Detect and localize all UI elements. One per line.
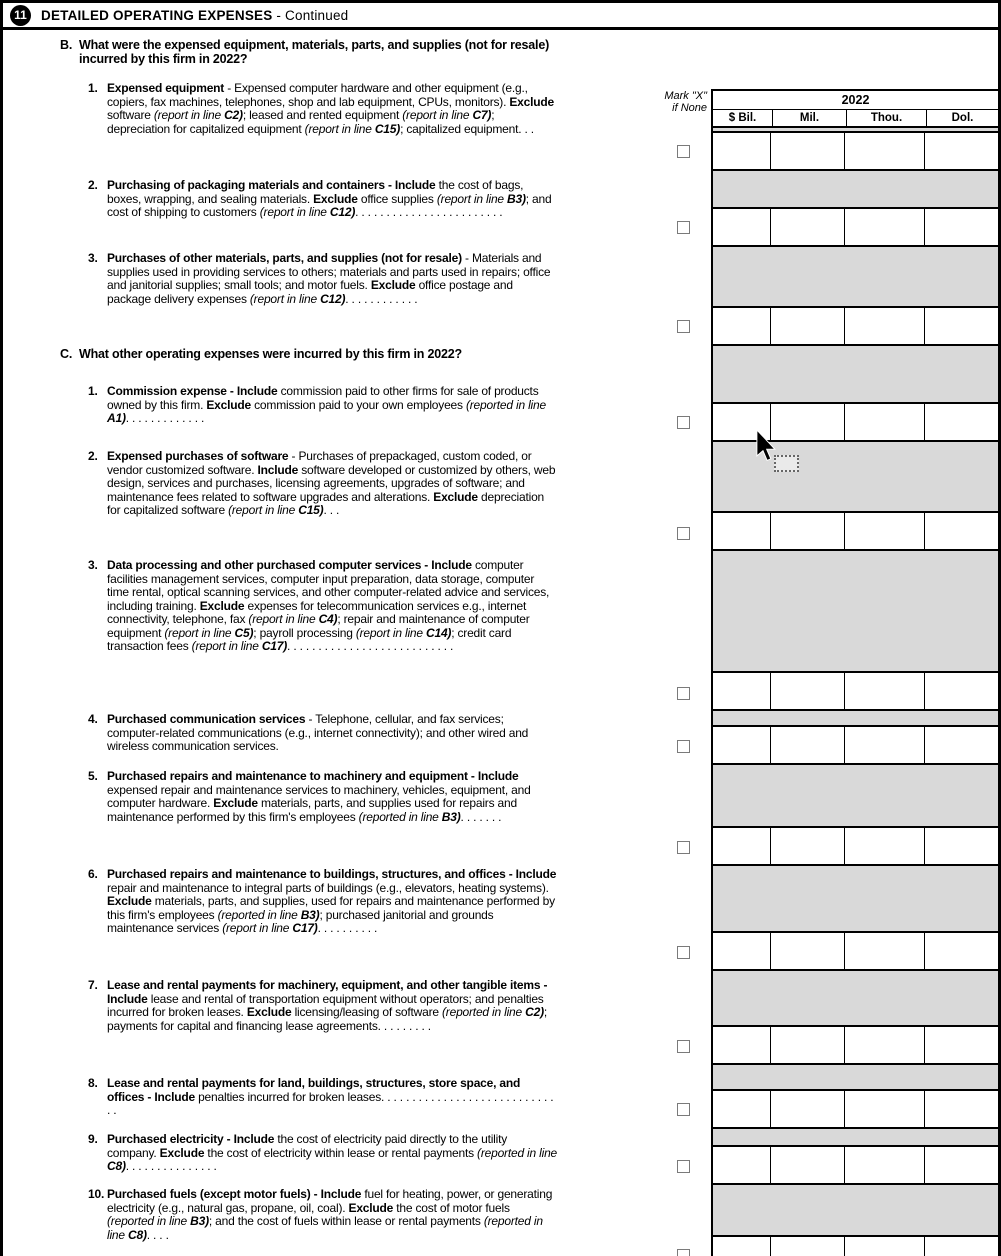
value-cell-bil[interactable] (713, 1091, 771, 1127)
value-cell-bil[interactable] (713, 308, 771, 344)
item-b3-text: Purchases of other materials, parts, and supplies (not for resale) - Materials and supplies used in providing services to others; materials and parts used in repairs; office and janitorial supplies; small tools; and motor fuels. Exclude office postage and package delivery expenses (report in line C12). . . . . . . . . . . . (107, 251, 551, 306)
value-cell-thou[interactable] (845, 828, 925, 864)
value-cell-dol[interactable] (925, 404, 999, 440)
item-c8 (88, 1077, 559, 1118)
item-c9-text: Purchased electricity - Include the cost of electricity paid directly to the utility company. Exclude the cost of electricity within lease or rental payments (reported in line C8). . . . . . . . . . . . . . . (107, 1132, 558, 1173)
page-title-main: DETAILED OPERATING EXPENSES (41, 7, 273, 23)
item-c8-number: 8. (88, 1076, 98, 1090)
none-checkbox-b3[interactable] (677, 320, 690, 333)
item-c1-text: Commission expense - Include commission paid to other firms for sale of products owned by this firm. Exclude commission paid to your own employees (reported in line A1). . . . . . . . . . . . . (107, 384, 546, 425)
value-cell-mil[interactable] (771, 1091, 845, 1127)
item-c3-text: Data processing and other purchased computer services - Include computer facilities management services, computer input preparation, data storage, computer time rental, optical scanning services, and other computer-related advice and services, including training. Exclude expenses for telecommunication services e.g., internet connectivity, telephone, fax (report in line C4); repair and maintenance of computer equipment (report in line C5); payroll processing (report in line C14); credit card transaction fees (report in line C17). . . . . . . . . . . . . . . . . . . . . . . . . . . (107, 558, 550, 653)
none-checkbox-c1[interactable] (677, 416, 690, 429)
value-cell-mil[interactable] (771, 1027, 845, 1063)
item-c3-number: 3. (88, 558, 98, 572)
value-cell-bil[interactable] (713, 673, 771, 709)
item-c1 (88, 385, 559, 426)
value-cell-mil[interactable] (771, 727, 845, 763)
value-cell-dol[interactable] (925, 513, 999, 549)
value-box-c3[interactable] (711, 671, 1001, 711)
none-checkbox-c9[interactable] (677, 1160, 690, 1173)
item-c6-text: Purchased repairs and maintenance to buildings, structures, and offices - Include repair and maintenance to integral parts of buildings (e.g., elevators, heating systems). Exclude materials, parts, and supplies, used for repairs and maintenance performed by this firm's employees (reported in line B3); purchased janitorial and grounds maintenance services (report in line C17). . . . . . . . . . (107, 867, 557, 935)
value-box-c1[interactable] (711, 402, 1001, 442)
item-c7 (88, 979, 559, 1033)
value-cell-mil[interactable] (771, 404, 845, 440)
mark-x-if-none-label (629, 91, 707, 114)
none-checkbox-c8[interactable] (677, 1103, 690, 1116)
section-b-heading (60, 39, 585, 66)
value-box-c5[interactable] (711, 826, 1001, 866)
value-box-c4[interactable] (711, 725, 1001, 765)
column-header-mil: Mil. (773, 110, 847, 126)
item-b2 (88, 179, 559, 220)
value-cell-bil[interactable] (713, 1147, 771, 1183)
value-cell-dol[interactable] (925, 133, 999, 169)
section-header-bar (3, 3, 998, 30)
value-cell-dol[interactable] (925, 1091, 999, 1127)
section-b-letter: B. (60, 38, 73, 52)
page-title-continued: - Continued (272, 7, 349, 23)
value-cell-thou[interactable] (845, 404, 925, 440)
value-cell-bil[interactable] (713, 933, 771, 969)
column-header-bil: $ Bil. (713, 110, 773, 126)
value-box-c9[interactable] (711, 1145, 1001, 1185)
value-cell-bil[interactable] (713, 1027, 771, 1063)
value-box-c2[interactable] (711, 511, 1001, 551)
item-c5-text: Purchased repairs and maintenance to machinery and equipment - Include expensed repair and maintenance services to machinery, vehicles, equipment, and computer hardware. Exclude materials, parts, and supplies used for repairs and maintenance performed by this firm's employees (reported in line B3). . . . . . . (107, 769, 531, 824)
item-b1-text: Expensed equipment - Expensed computer hardware and other equipment (e.g., copiers, fax machines, telephones, shop and lab equipment, CPUs, monitors). Exclude software (report in line C2); leased and rented equipment (report in line C7); depreciation for capitalized equipment (report in line C15); capitalized equipment. . . (107, 81, 554, 136)
value-cell-dol[interactable] (925, 308, 999, 344)
value-cell-thou[interactable] (845, 308, 925, 344)
item-b2-number: 2. (88, 178, 98, 192)
value-cell-dol[interactable] (925, 727, 999, 763)
item-c5 (88, 770, 559, 824)
item-c7-number: 7. (88, 978, 98, 992)
value-cell-dol[interactable] (925, 1237, 999, 1256)
none-checkbox-c10[interactable] (677, 1249, 690, 1256)
none-checkbox-b2[interactable] (677, 221, 690, 234)
column-header-dol: Dol. (951, 112, 974, 124)
none-checkbox-c6[interactable] (677, 946, 690, 959)
value-cell-dol[interactable] (925, 1147, 999, 1183)
item-c4 (88, 713, 559, 754)
section-c-question: What other operating expenses were incurred by this firm in 2022? (79, 347, 462, 361)
none-checkbox-b1[interactable] (677, 145, 690, 158)
value-cell-thou[interactable] (845, 1147, 925, 1183)
column-header-row (713, 110, 998, 128)
none-checkbox-c2[interactable] (677, 527, 690, 540)
section-b-question: What were the expensed equipment, materials, parts, and supplies (not for resale) incurred by this firm in 2022? (79, 38, 550, 66)
item-c10-text: Purchased fuels (except motor fuels) - Include fuel for heating, power, or generating electricity (e.g., natural gas, propane, oil, coal). Exclude the cost of motor fuels (reported in line B3); and the cost of fuels within lease or rental payments (reported in line C8). . . . (107, 1187, 553, 1242)
value-cell-thou[interactable] (845, 933, 925, 969)
item-c10 (88, 1188, 559, 1242)
value-cell-thou[interactable] (845, 1027, 925, 1063)
value-box-b3[interactable] (711, 306, 1001, 346)
value-box-c7[interactable] (711, 1025, 1001, 1065)
item-c2-text: Expensed purchases of software - Purchases of prepackaged, custom coded, or vendor customized software. Include software developed or customized by others, web design, services and purchases, licensing agreements, upgrades of software; and maintenance fees related to software upgrades and alterations. Exclude depreciation for capitalized software (report in line C15). . . (107, 449, 556, 517)
section-c-letter: C. (60, 347, 73, 361)
item-c3 (88, 559, 559, 654)
value-cell-bil[interactable] (713, 513, 771, 549)
item-b3 (88, 252, 559, 306)
none-checkbox-c4[interactable] (677, 740, 690, 753)
none-checkbox-c5[interactable] (677, 841, 690, 854)
value-cell-bil[interactable] (713, 133, 771, 169)
item-b1 (88, 82, 559, 136)
item-b2-text: Purchasing of packaging materials and containers - Include the cost of bags, boxes, wrapping, and sealing materials. Exclude office supplies (report in line B3); and cost of shipping to customers (report in line C12). . . . . . . . . . . . . . . . . . . . . . . . (107, 178, 552, 219)
value-cell-bil[interactable] (713, 828, 771, 864)
value-cell-mil[interactable] (771, 209, 845, 245)
item-c9-number: 9. (88, 1132, 98, 1146)
mark-x-line2: if None (672, 101, 707, 114)
value-cell-dol[interactable] (925, 209, 999, 245)
value-box-c10[interactable] (711, 1235, 1001, 1256)
value-cell-dol[interactable] (925, 933, 999, 969)
value-cell-bil[interactable] (713, 1237, 771, 1256)
none-checkbox-c7[interactable] (677, 1040, 690, 1053)
value-cell-mil[interactable] (771, 933, 845, 969)
value-cell-thou[interactable] (845, 1237, 925, 1256)
value-cell-thou[interactable] (845, 727, 925, 763)
none-checkbox-c3[interactable] (677, 687, 690, 700)
value-box-c8[interactable] (711, 1089, 1001, 1129)
item-c4-number: 4. (88, 712, 98, 726)
value-cell-mil[interactable] (771, 133, 845, 169)
item-c2 (88, 450, 559, 518)
value-cell-thou[interactable] (845, 209, 925, 245)
value-box-b2[interactable] (711, 207, 1001, 247)
value-cell-bil[interactable] (713, 209, 771, 245)
year-header: 2022 (713, 91, 998, 110)
value-cell-bil[interactable] (713, 727, 771, 763)
value-cell-mil[interactable] (771, 828, 845, 864)
value-cell-dol[interactable] (925, 673, 999, 709)
mouse-cursor-icon (756, 430, 777, 462)
section-number-badge: 11 (10, 5, 31, 26)
item-c1-number: 1. (88, 384, 98, 398)
value-cell-mil[interactable] (771, 513, 845, 549)
value-cell-dol[interactable] (925, 828, 999, 864)
value-cell-thou[interactable] (845, 673, 925, 709)
value-cell-mil[interactable] (771, 308, 845, 344)
item-c10-number: 10. (88, 1187, 105, 1201)
item-c6-number: 6. (88, 867, 98, 881)
mark-x-line1: Mark "X" (664, 90, 707, 102)
item-c8-text: Lease and rental payments for land, buildings, structures, store space, and offices - Include penalties incurred for broken leases. . . . . . . . . . . . . . . . . . . . . . . . . . . . . . (107, 1076, 554, 1117)
value-cell-mil[interactable] (771, 1147, 845, 1183)
value-cell-thou[interactable] (845, 513, 925, 549)
item-c4-text: Purchased communication services - Telephone, cellular, and fax services; computer-related communications (e.g., internet connectivity); and other wired and wireless communication services. (107, 712, 529, 753)
item-b3-number: 3. (88, 251, 98, 265)
column-header-thou: Thou. (847, 110, 927, 126)
item-c7-text: Lease and rental payments for machinery, equipment, and other tangible items - Include lease and rental of transportation equipment without operators; and penalties incurred for broken leases. Exclude licensing/leasing of software (reported in line C2); payments for capital and financing lease agreements. . . . . . . . . (107, 978, 548, 1033)
value-cell-mil[interactable] (771, 673, 845, 709)
value-cell-dol[interactable] (925, 1027, 999, 1063)
item-c6 (88, 868, 559, 936)
item-c2-number: 2. (88, 449, 98, 463)
value-box-b1[interactable] (711, 131, 1001, 171)
item-b1-number: 1. (88, 81, 98, 95)
item-c5-number: 5. (88, 769, 98, 783)
section-c-heading (60, 348, 585, 362)
page-title (41, 8, 348, 23)
value-box-c6[interactable] (711, 931, 1001, 971)
value-cell-thou[interactable] (845, 1091, 925, 1127)
value-cell-thou[interactable] (845, 133, 925, 169)
selection-marquee (774, 455, 799, 472)
value-cell-mil[interactable] (771, 1237, 845, 1256)
item-c9 (88, 1133, 559, 1174)
